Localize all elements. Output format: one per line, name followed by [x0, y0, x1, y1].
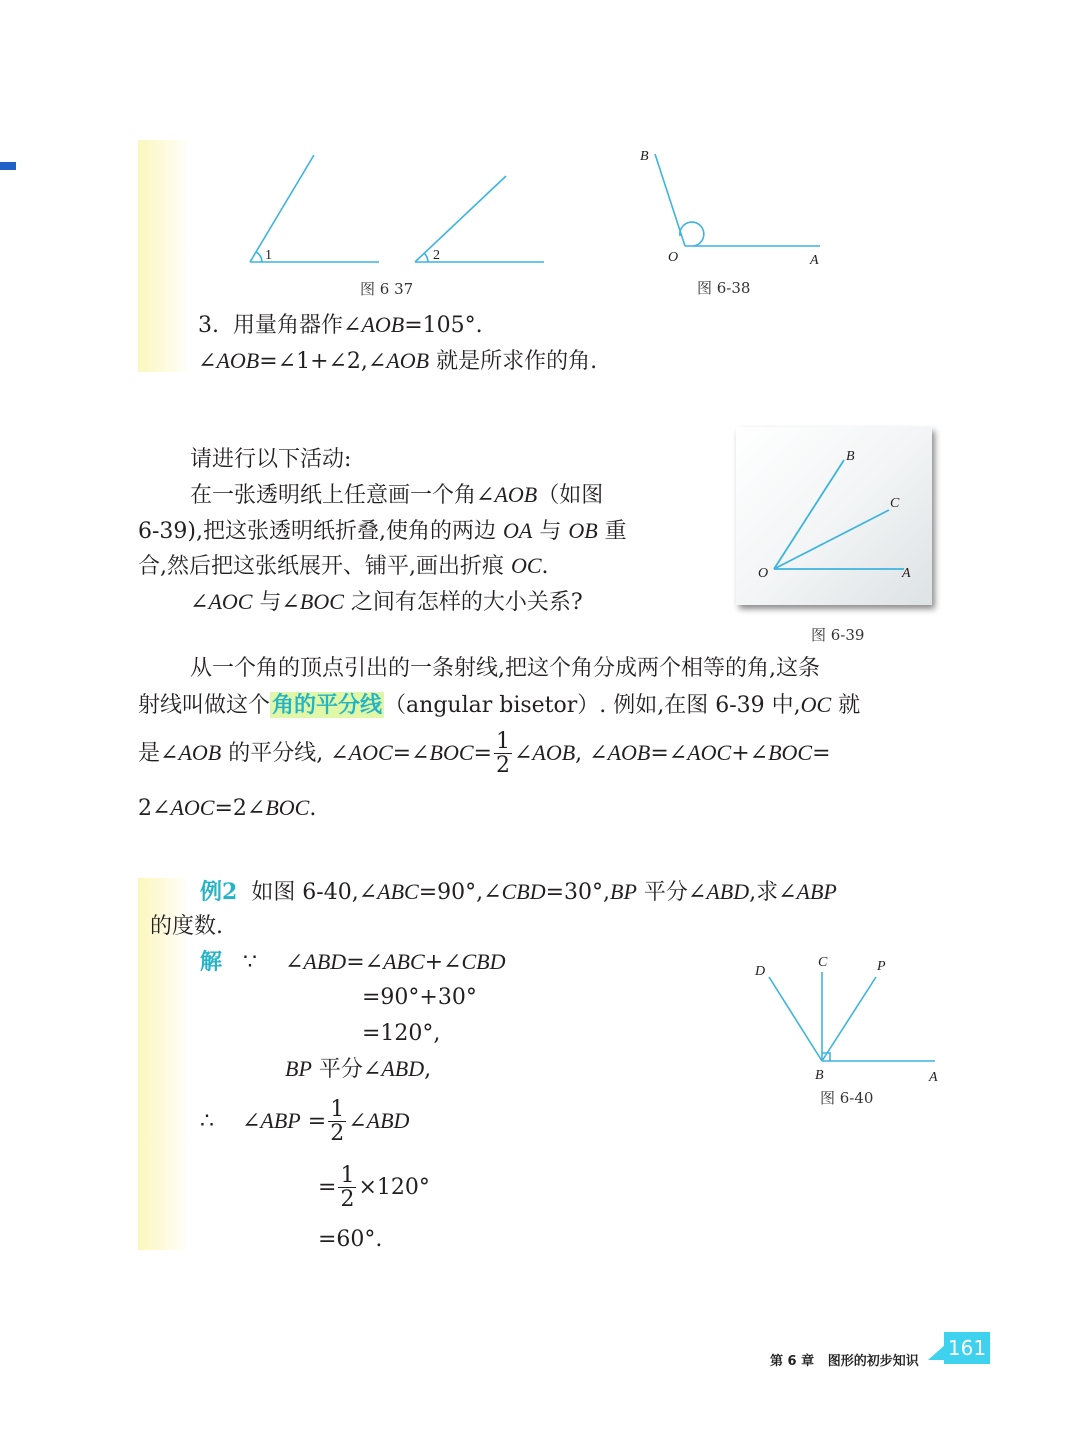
angle1-label: 1: [265, 248, 272, 263]
activity-line-2: 6-39),把这张透明纸折叠,使角的两边 OA 与 OB 重: [138, 518, 627, 544]
activity-line-3: 合,然后把这张纸展开、铺平,画出折痕 OC.: [138, 553, 549, 579]
solution-label: 解: [200, 949, 223, 975]
definition-line-1: 从一个角的顶点引出的一条射线,把这个角分成两个相等的角,这条: [190, 656, 820, 681]
ray-ob: [774, 460, 844, 569]
label-a: A: [810, 253, 819, 268]
solution-line-7: =60°.: [318, 1227, 383, 1252]
figure-6-37: [240, 150, 560, 275]
solution-line-1: 解 ∵ ∠ABD=∠ABC+∠CBD: [200, 949, 506, 975]
figure-6-39: [736, 427, 932, 605]
label-p: P: [877, 959, 886, 974]
page-tab-pointer: [926, 1342, 946, 1362]
solution-line-2: =90°+30°: [362, 985, 477, 1010]
solution-line-4: BP 平分∠ABD,: [285, 1056, 432, 1082]
fraction-half: $\frac{1}{2}$: [330, 1097, 345, 1146]
step-3: 3. 用量角器作∠AOB=105°.: [198, 312, 483, 338]
definition-line-3: 是∠AOB 的平分线, ∠AOC=∠BOC= $\frac{1}{2}$ ∠AOB, ∠AOB=∠AOC+∠BOC=: [138, 729, 831, 778]
activity-question: ∠AOC 与∠BOC 之间有怎样的大小关系?: [190, 589, 583, 615]
step-conclusion: ∠AOB=∠1+∠2,∠AOB 就是所求作的角.: [198, 348, 598, 374]
solution-line-3: =120°,: [362, 1021, 441, 1046]
fraction-half: $\frac{1}{2}$: [495, 729, 510, 778]
footer-chapter: 第 6 章 图形的初步知识: [770, 1354, 919, 1369]
angle2-arc: [424, 253, 428, 262]
figure-6-38: [630, 140, 830, 270]
ray-bp: [822, 977, 876, 1061]
ray-oc: [774, 510, 889, 569]
caption-6-37: 图 6 37: [360, 280, 414, 298]
solution-line-6: = $\frac{1}{2}$ ×120°: [318, 1163, 430, 1212]
edge-marker: [0, 162, 16, 170]
activity-line-1: 在一张透明纸上任意画一个角∠AOB（如图: [190, 482, 604, 508]
angle2-ray-top: [415, 176, 506, 262]
definition-line-4: 2∠AOC=2∠BOC.: [138, 795, 317, 821]
term-angle-bisector: 角的平分线: [272, 692, 383, 718]
solution-line-5: ∴ ∠ABP = $\frac{1}{2}$ ∠ABD: [200, 1097, 410, 1146]
label-c: C: [818, 955, 828, 970]
angle2-label: 2: [433, 248, 440, 263]
label-a: A: [902, 566, 911, 581]
label-d: D: [755, 964, 766, 979]
fraction-half: $\frac{1}{2}$: [340, 1163, 355, 1212]
ray-bd: [769, 977, 822, 1061]
label-o: O: [758, 566, 769, 581]
label-a: A: [929, 1070, 938, 1085]
example-question-line-2: 的度数.: [150, 914, 223, 939]
caption-6-39: 图 6-39: [811, 626, 865, 644]
caption-6-38: 图 6-38: [697, 279, 751, 297]
label-c: C: [890, 496, 900, 511]
top-panel: [138, 140, 190, 372]
definition-line-2: 射线叫做这个角的平分线（angular bisetor）. 例如,在图 6-39 中,OC 就: [138, 692, 861, 718]
label-o: O: [668, 250, 679, 265]
example-label: 例2: [200, 879, 238, 905]
figure-6-39-card: [736, 427, 932, 605]
page-number: 161: [944, 1332, 990, 1364]
angle1-arc: [256, 252, 262, 262]
activity-title: 请进行以下活动:: [190, 447, 352, 472]
label-b: B: [640, 149, 649, 164]
label-b: B: [815, 1068, 824, 1083]
caption-6-40: 图 6-40: [820, 1089, 874, 1107]
figure-6-40: [745, 950, 950, 1085]
example-question-line-1: 例2 如图 6-40,∠ABC=90°,∠CBD=30°,BP 平分∠ABD,求∠ABP: [200, 879, 837, 905]
angle1-ray-top: [250, 155, 314, 262]
label-b: B: [846, 449, 855, 464]
